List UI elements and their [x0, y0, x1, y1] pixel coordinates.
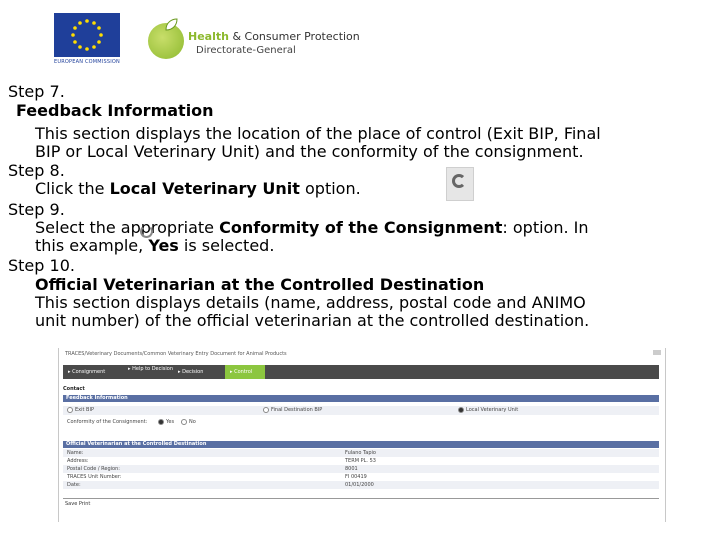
- conformity-yes-option[interactable]: Yes: [158, 418, 174, 427]
- close-icon[interactable]: [653, 350, 661, 355]
- local-unit-option[interactable]: Local Veterinary Unit: [458, 406, 518, 415]
- step-8-label: Step 8.: [8, 161, 65, 180]
- context-label: Contact: [63, 386, 85, 392]
- local-unit-radio[interactable]: [458, 407, 464, 413]
- date-value: 01/01/2000: [345, 482, 374, 488]
- eu-flag-icon: [54, 13, 120, 57]
- loading-cursor-icon: [446, 167, 474, 201]
- hcp-subtitle: Directorate-General: [196, 45, 296, 56]
- health-consumer-protection-logo: [146, 18, 360, 64]
- conformity-no-option[interactable]: No: [181, 418, 196, 427]
- tab-decision[interactable]: ▸ Decision: [178, 369, 204, 375]
- postal-value: 8001: [345, 466, 358, 472]
- step-10-label: Step 10.: [8, 256, 75, 275]
- step-9-label: Step 9.: [8, 200, 65, 219]
- conformity-row: [63, 418, 659, 427]
- tab-consignment[interactable]: ▸ Consignment: [68, 369, 106, 375]
- name-value: Fulano Tapio: [345, 450, 376, 456]
- vet-name-row: [63, 449, 659, 457]
- step-9-text: Select the appropriate Conformity of the Consignment: option. In: [35, 218, 589, 237]
- breadcrumb[interactable]: TRACES/Veterinary Documents/Common Veterinary Entry Document for Animal Products: [65, 351, 287, 357]
- vet-traces-row: [63, 473, 659, 481]
- feedback-section-bar: Feedback Information: [63, 395, 659, 402]
- conformity-label: Conformity of the Consignment:: [67, 419, 148, 425]
- traces-value: FI 00419: [345, 474, 367, 480]
- step-7-label: Step 7.: [8, 82, 65, 101]
- leaf-icon: [164, 18, 178, 32]
- step-8-text: Click the Local Veterinary Unit option.: [35, 179, 361, 198]
- vet-date-row: [63, 481, 659, 489]
- european-commission-logo: [52, 13, 122, 66]
- place-of-control-row: [63, 406, 659, 415]
- feedback-heading: Feedback Information: [16, 101, 214, 120]
- final-bip-option[interactable]: Final Destination BIP: [263, 406, 322, 415]
- tab-control[interactable]: ▸ Control: [225, 365, 265, 379]
- footer-actions[interactable]: Save Print: [65, 501, 91, 507]
- exit-bip-option[interactable]: Exit BIP: [67, 406, 94, 415]
- name-label: Name:: [67, 450, 84, 456]
- official-heading: Official Veterinarian at the Controlled Destination: [35, 275, 485, 294]
- traces-label: TRACES Unit Number:: [67, 474, 122, 480]
- official-desc-line2: unit number) of the official veterinarian at the controlled destination.: [35, 311, 590, 330]
- embedded-screenshot: [58, 348, 666, 522]
- postal-label: Postal Code / Region:: [67, 466, 120, 472]
- vet-address-row: [63, 457, 659, 465]
- exit-bip-radio[interactable]: [67, 407, 73, 413]
- feedback-desc-line2: BIP or Local Veterinary Unit) and the conformity of the consignment.: [35, 142, 584, 161]
- date-label: Date:: [67, 482, 81, 488]
- official-desc-line1: This section displays details (name, address, postal code and ANIMO: [35, 293, 586, 312]
- final-bip-radio[interactable]: [263, 407, 269, 413]
- step-9-text-line2: this example, Yes is selected.: [35, 236, 275, 255]
- tab-help-to-decision[interactable]: ▸ Help to Decision: [128, 366, 173, 372]
- address-label: Address:: [67, 458, 89, 464]
- vet-postal-row: [63, 465, 659, 473]
- no-radio[interactable]: [181, 419, 187, 425]
- address-value: TERM PL. 53: [345, 458, 376, 464]
- yes-radio[interactable]: [158, 419, 164, 425]
- eu-caption: EUROPEAN COMMISSION: [54, 59, 120, 65]
- feedback-desc-line1: This section displays the location of the place of control (Exit BIP, Final: [35, 124, 601, 143]
- step-navigation: [63, 365, 659, 379]
- footer-divider: [63, 498, 659, 499]
- official-vet-section-bar: Official Veterinarian at the Controlled Destination: [63, 441, 659, 448]
- hcp-title: Health & Consumer Protection: [188, 30, 360, 43]
